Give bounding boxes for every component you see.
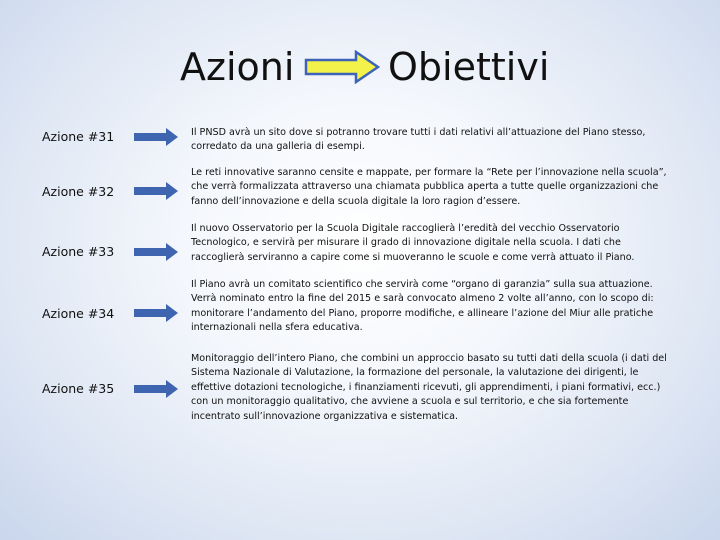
description-line: internazionali nella sfera educativa. (191, 322, 363, 334)
description-line: con un monitoraggio qualitativo, che avviene a scuola e sul territorio, e che sia fortemente (191, 396, 629, 408)
description-line: Il Piano avrà un comitato scientifico che servirà come “organo di garanzia” sulla sua attuazione. (191, 279, 653, 290)
description-line: fanno dell’innovazione e della scuola digitale la loro ragion d’essere. (191, 195, 521, 207)
description-line: Verrà nominato entro la fine del 2015 e sarà convocato almeno 2 volte all’anno, con lo scopo di: (191, 293, 654, 305)
description-line: Sistema Nazionale di Valutazione, la formazione del personale, la valutazione dei dirigenti, le (191, 367, 639, 379)
description-line: raccoglierà serviranno a capire come si muoveranno le scuole e come verrà attuato il Piano. (191, 251, 635, 263)
description-line: monitorare l’andamento del Piano, proporre modifiche, e allineare l’azione del Miur alle pratiche (191, 307, 654, 319)
description-line: che verrà formalizzata attraverso una chiamata pubblica aperta a tutte quelle organizzazioni che (191, 181, 659, 193)
title-obiettivi: Obiettivi (388, 45, 550, 89)
description-line: Monitoraggio dell’intero Piano, che combini un approccio basato su tutti dati della scuola (i dati del (191, 353, 667, 364)
action-label-31: Azione #31 (42, 129, 115, 144)
right-arrow-icon (304, 50, 380, 84)
action-label-33: Azione #33 (42, 244, 115, 259)
description-line: effettive dotazioni tecnologiche, i finanziamenti ricevuti, gli apprendimenti, i piani formativi, ecc.) (191, 381, 661, 393)
description-line: corredato da una galleria di esempi. (191, 141, 365, 153)
action-label-34: Azione #34 (42, 306, 115, 321)
description-line: Le reti innovative saranno censite e mappate, per formare la “Rete per l’innovazione nella scuola”, (191, 167, 667, 178)
description-line: incentrato sull’innovazione organizzativa e sistematica. (191, 410, 459, 422)
action-description-35 (191, 352, 681, 424)
description-line: Tecnologico, e servirà per misurare il grado di innovazione digitale nella scuola. I dati che (191, 237, 621, 249)
description-line: Il nuovo Osservatorio per la Scuola Digitale raccoglierà l’eredità del vecchio Osservatorio (191, 223, 620, 234)
action-label-32: Azione #32 (42, 184, 115, 199)
description-line: Il PNSD avrà un sito dove si potranno trovare tutti i dati relativi all’attuazione del Piano stesso, (191, 127, 646, 138)
right-arrow-icon (134, 128, 178, 146)
action-description-34 (191, 278, 681, 336)
action-description-31 (191, 126, 681, 155)
title-azioni: Azioni (180, 45, 295, 89)
right-arrow-icon (134, 243, 178, 261)
action-description-33 (191, 222, 681, 265)
action-description-32 (191, 166, 681, 209)
right-arrow-icon (134, 380, 178, 398)
action-label-35: Azione #35 (42, 381, 115, 396)
right-arrow-icon (134, 182, 178, 200)
right-arrow-icon (134, 304, 178, 322)
